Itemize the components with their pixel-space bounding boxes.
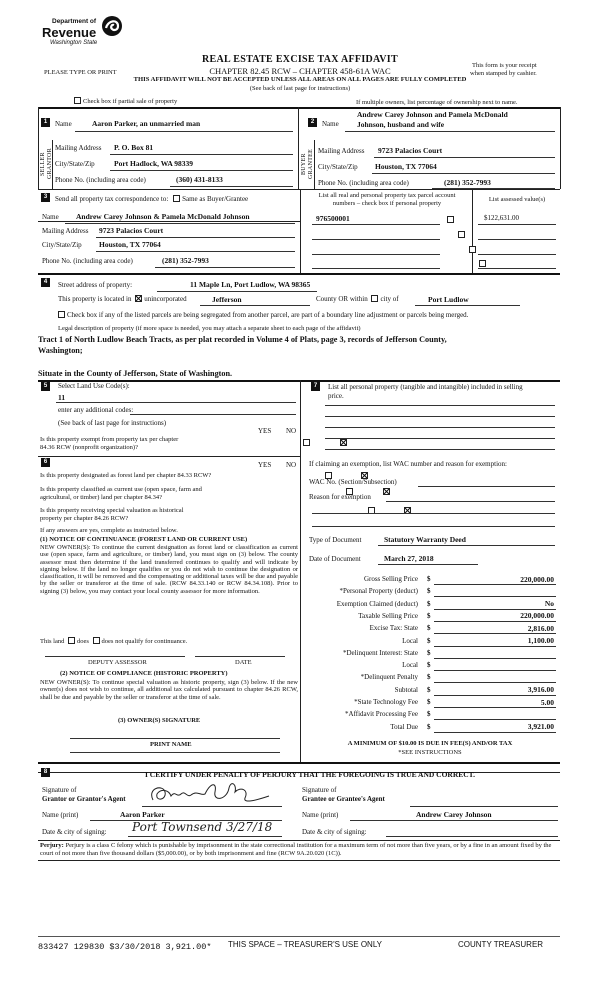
land-use-code[interactable]: 11 bbox=[58, 393, 66, 402]
tax-row-label: *Delinquent Penalty bbox=[360, 673, 418, 682]
current-use-no-checkbox[interactable] bbox=[383, 488, 390, 495]
if-yes-note: If any answers are yes, complete as instructed below. bbox=[40, 527, 178, 534]
segregated-row bbox=[58, 311, 558, 319]
tax-row-underline bbox=[434, 633, 556, 634]
receipt-note-1: This form is your receipt bbox=[472, 62, 537, 69]
form-chapter: CHAPTER 82.45 RCW – CHAPTER 458-61A WAC bbox=[209, 66, 391, 76]
receipt-note-2: when stamped by cashier. bbox=[470, 70, 537, 77]
personal-property-label-1: List all personal property (tangible and intangible) included in selling bbox=[328, 383, 523, 391]
tax-row-dollar: $ bbox=[427, 673, 431, 682]
exempt-yes-checkbox[interactable] bbox=[303, 439, 310, 446]
tax-row-underline bbox=[434, 658, 556, 659]
tax-row-underline bbox=[434, 621, 556, 622]
form-title: REAL ESTATE EXCISE TAX AFFIDAVIT bbox=[202, 54, 398, 65]
tax-row-dollar: $ bbox=[427, 575, 431, 583]
owner-signature-label: (3) OWNER(S) SIGNATURE bbox=[118, 717, 201, 724]
current-use-question-2: agricultural, or timber) land per chapter 84.34? bbox=[40, 494, 163, 501]
tax-row-label: *Affidavit Processing Fee bbox=[345, 710, 418, 719]
tax-row-label: *Personal Property (deduct) bbox=[339, 587, 418, 596]
historic-question-1: Is this property receiving special valuation as historical bbox=[40, 507, 184, 514]
unincorporated-label: unincorporated bbox=[144, 295, 187, 303]
located-in-label: This property is located in bbox=[58, 295, 132, 303]
doc-type-label: Type of Document bbox=[309, 536, 362, 544]
see-instructions: *SEE INSTRUCTIONS bbox=[398, 749, 462, 756]
seller-mailing-label: Mailing Address bbox=[55, 144, 102, 152]
parcel-number[interactable]: 976500001 bbox=[316, 214, 350, 223]
notice2-text: NEW OWNER(S): To continue special valuation as historic property, sign (3) below. If the new owner(s) does not wish to continue, all additional tax calculated pursuant to chapter 84.26 RCW, shall be due and payable by the seller or transferor at the time of sale. bbox=[40, 679, 298, 701]
seller-name[interactable]: Aaron Parker, an unmarried man bbox=[92, 119, 201, 128]
additional-codes-label: enter any additional codes: bbox=[58, 406, 134, 414]
s5-no-header: NO bbox=[286, 427, 297, 435]
certify-statement: I CERTIFY UNDER PENALTY OF PERJURY THAT THE FOREGOING IS TRUE AND CORRECT. bbox=[144, 770, 475, 779]
legal-desc-label: Legal description of property (if more space is needed, you may attach a separate sheet to each page of the affidavit) bbox=[58, 325, 361, 332]
notice1-text: NEW OWNER(S): To continue the current designation as forest land or classification as current use (open space, farm and agriculture, or timber) land, you must sign on (3) below. The county assessor must then determine if the land transferred continues to qualify and will indicate by signing below. If the land no longer qualifies or you do not wish to continue the designation or classification, it will be removed and the compensating or additional taxes will be due and payable by the seller or transferor at the time of sale. (RCW 84.33.140 or RCW 84.34.108). Prior to signing (3) below, you may contact your local county assessor for more information. bbox=[40, 544, 298, 595]
county-or-row bbox=[316, 295, 399, 303]
tax-row-value[interactable]: No bbox=[544, 599, 554, 609]
doc-date-value[interactable]: March 27, 2018 bbox=[384, 554, 434, 563]
unincorporated-checkbox[interactable] bbox=[135, 295, 142, 302]
sig-grantor-label-2: Grantor or Grantor's Agent bbox=[42, 795, 126, 803]
section-8-number: 8 bbox=[41, 768, 50, 777]
seller-phone[interactable]: (360) 431-8133 bbox=[176, 175, 223, 184]
section-5-number: 5 bbox=[41, 382, 50, 391]
exempt-question-1: Is this property exempt from property tax per chapter bbox=[40, 436, 179, 443]
tax-row-value[interactable]: 2,816.00 bbox=[527, 623, 554, 633]
tax-row-label: Subtotal bbox=[394, 685, 418, 694]
section-1-number: 1 bbox=[41, 118, 50, 127]
parcel-2-personal-checkbox[interactable] bbox=[458, 231, 465, 238]
tax-row-dollar: $ bbox=[427, 587, 431, 596]
tax-row-dollar: $ bbox=[427, 611, 431, 620]
buyer-city-label: City/State/Zip bbox=[318, 163, 358, 171]
parcel-3-personal-checkbox[interactable] bbox=[469, 246, 476, 253]
tax-row-underline bbox=[434, 719, 556, 720]
section-7-number: 7 bbox=[311, 382, 320, 391]
tax-row-label: Taxable Selling Price bbox=[358, 611, 418, 620]
section-2-number: 2 bbox=[308, 118, 317, 127]
deputy-assessor-label: DEPUTY ASSESSOR bbox=[88, 659, 147, 666]
parcel-4-personal-checkbox[interactable] bbox=[479, 260, 486, 267]
buyer-phone-label: Phone No. (including area code) bbox=[318, 179, 409, 187]
segregated-checkbox[interactable] bbox=[58, 311, 65, 318]
buyer-side-label: BUYER GRANTEE bbox=[301, 148, 315, 180]
buyer-mailing-label: Mailing Address bbox=[318, 147, 365, 155]
perjury-label: Perjury: bbox=[40, 842, 64, 849]
section-3-number: 3 bbox=[41, 193, 50, 202]
does-checkbox[interactable] bbox=[68, 637, 75, 644]
tax-row-label: Total Due bbox=[390, 722, 418, 731]
assessed-value[interactable]: $122,631.00 bbox=[484, 214, 519, 222]
corr-mailing-label: Mailing Address bbox=[42, 227, 89, 235]
parcels-header-2: numbers – check box if personal property bbox=[332, 200, 442, 207]
doc-type-value[interactable]: Statutory Warranty Deed bbox=[384, 535, 466, 544]
seller-phone-label: Phone No. (including area code) bbox=[55, 176, 146, 184]
street-address[interactable]: 11 Maple Ln, Port Ludlow, WA 98365 bbox=[190, 280, 311, 289]
partial-sale-checkbox[interactable] bbox=[74, 97, 81, 104]
logo-swirl-icon bbox=[100, 14, 124, 38]
legal-line-2[interactable]: Washington; bbox=[38, 346, 83, 355]
legal-line-3[interactable]: Situate in the County of Jefferson, State of Washington. bbox=[38, 369, 233, 378]
land-use-see-back: (See back of last page for instructions) bbox=[58, 419, 167, 427]
treasurer-use-label: THIS SPACE – TREASURER'S USE ONLY bbox=[228, 940, 383, 949]
perjury-notice bbox=[40, 842, 558, 858]
multiple-owners-note: If multiple owners, list percentage of ownership next to name. bbox=[356, 99, 518, 106]
tax-row-label: Local bbox=[402, 661, 418, 670]
exemption-label: If claiming an exemption, list WAC number and reason for exemption: bbox=[309, 460, 507, 468]
parcel-1-personal-checkbox[interactable] bbox=[447, 216, 454, 223]
tax-row-label: *Delinquent Interest: State bbox=[342, 648, 418, 657]
same-as-buyer-checkbox[interactable] bbox=[173, 195, 180, 202]
grantor-signature bbox=[145, 778, 275, 806]
doc-date-label: Date of Document bbox=[309, 555, 361, 563]
this-land-label: This land bbox=[40, 638, 65, 645]
city-name[interactable]: Port Ludlow bbox=[428, 295, 469, 304]
corr-name[interactable]: Andrew Carey Johnson & Pamela McDonald Johnson bbox=[76, 212, 250, 221]
minimum-note: A MINIMUM OF $10.00 IS DUE IN FEE(S) AND/OR TAX bbox=[347, 740, 513, 747]
tax-row-dollar: $ bbox=[427, 624, 431, 633]
exempt-question-2: 84.36 RCW (nonprofit organization)? bbox=[40, 444, 138, 451]
logo-dept-line: Department of bbox=[52, 18, 97, 25]
treasurer-stamp: 833427 129830 $3/30/2018 3,921.00* bbox=[38, 942, 212, 952]
section-4-number: 4 bbox=[41, 278, 50, 287]
tax-row-dollar: $ bbox=[427, 599, 431, 608]
grantor-date-city[interactable]: Port Townsend 3/27/18 bbox=[132, 820, 273, 834]
parcels-header-1: List all real and personal property tax parcel account bbox=[318, 192, 456, 199]
forest-question: Is this property designated as forest land per chapter 84.33 RCW? bbox=[40, 472, 212, 479]
does-not-checkbox[interactable] bbox=[93, 637, 100, 644]
historic-question-2: property per chapter 84.26 RCW? bbox=[40, 515, 129, 522]
does-label: does bbox=[77, 638, 89, 645]
tax-row-underline bbox=[434, 670, 556, 671]
tax-row-label: Gross Selling Price bbox=[363, 575, 418, 583]
corr-name-label: Name bbox=[42, 213, 59, 221]
tax-row-value[interactable]: 220,000.00 bbox=[520, 611, 554, 621]
corr-phone[interactable]: (281) 352-7993 bbox=[162, 256, 209, 265]
tax-row-value[interactable]: 3,916.00 bbox=[527, 685, 554, 695]
qualify-row bbox=[40, 637, 187, 646]
tax-row-label: *State Technology Fee bbox=[354, 698, 418, 706]
legal-line-1[interactable]: Tract 1 of North Ludlow Beach Tracts, as per plat recorded in Volume 4 of Plats, page 3, records of Jefferson County, bbox=[38, 335, 447, 344]
buyer-city[interactable]: Houston, TX 77064 bbox=[375, 162, 437, 171]
exempt-no-checkbox[interactable] bbox=[340, 439, 347, 446]
tax-row-value[interactable]: 5.00 bbox=[540, 697, 554, 707]
tax-row-underline bbox=[434, 596, 556, 597]
tax-row-dollar: $ bbox=[427, 710, 431, 719]
dor-logo bbox=[42, 14, 132, 52]
tax-row-dollar: $ bbox=[427, 636, 431, 645]
land-use-label: Select Land Use Code(s): bbox=[58, 382, 130, 390]
sig-grantee-label-2: Grantee or Grantee's Agent bbox=[302, 795, 385, 803]
located-in-row bbox=[58, 295, 187, 303]
tax-row-dollar: $ bbox=[427, 698, 431, 706]
grantee-date-label: Date & city of signing: bbox=[302, 828, 367, 836]
grantor-date-label: Date & city of signing: bbox=[42, 828, 107, 836]
perjury-text: Perjury is a class C felony which is punishable by imprisonment in the state correctional institution for a maximum term of not more than five years, or by a fine in an amount fixed by the court of not more than five thousand dollars ($5,000.00), or by both imprisonment and fine (RCW 9A.20.020 (1C)). bbox=[40, 842, 552, 857]
segregated-label: Check box if any of the listed parcels are being segregated from another parcel, are part of a boundary line adjustment or parcels being merged. bbox=[67, 311, 469, 319]
form-see-back: (See back of last page for instructions) bbox=[249, 85, 351, 92]
assessed-header: List assessed value(s) bbox=[488, 196, 546, 203]
wac-label: WAC No. (Section/Subsection) bbox=[309, 478, 397, 486]
section-6-number: 6 bbox=[41, 458, 50, 467]
buyer-phone[interactable]: (281) 352-7993 bbox=[444, 178, 491, 187]
tax-row-dollar: $ bbox=[427, 722, 431, 731]
tax-row-underline bbox=[434, 732, 556, 733]
current-use-question-1: Is this property classified as current use (open space, farm and bbox=[40, 486, 202, 493]
grantor-name[interactable]: Aaron Parker bbox=[120, 810, 165, 819]
partial-sale-check[interactable] bbox=[74, 97, 177, 106]
county-name[interactable]: Jefferson bbox=[212, 295, 242, 304]
tax-row-value[interactable]: 1,100.00 bbox=[527, 636, 554, 645]
tax-row-label: Local bbox=[402, 636, 418, 645]
city-of-label: city of bbox=[380, 295, 399, 303]
notice2-title: (2) NOTICE OF COMPLIANCE (HISTORIC PROPERTY) bbox=[60, 670, 228, 677]
county-treasurer-label: COUNTY TREASURER bbox=[458, 940, 544, 949]
seller-city-label: City/State/Zip bbox=[55, 160, 95, 168]
partial-sale-label: Check box if partial sale of property bbox=[83, 98, 178, 105]
buyer-name-line2[interactable]: Johnson, husband and wife bbox=[357, 120, 445, 129]
does-not-label: does not qualify for continuance. bbox=[101, 638, 188, 645]
reason-label: Reason for exemption bbox=[309, 493, 371, 501]
tax-row-underline bbox=[434, 609, 556, 610]
tax-row-label: Excise Tax: State bbox=[369, 624, 418, 633]
buyer-name-label: Name bbox=[322, 120, 339, 128]
county-or-label: County OR within bbox=[316, 295, 368, 303]
logo-state-line: Washington State bbox=[50, 40, 98, 46]
tax-row-value[interactable]: 220,000.00 bbox=[520, 574, 554, 584]
seller-mailing[interactable]: P. O. Box 81 bbox=[114, 143, 154, 152]
buyer-mailing[interactable]: 9723 Palacios Court bbox=[378, 146, 443, 155]
tax-row-underline bbox=[434, 584, 556, 585]
corr-phone-label: Phone No. (including area code) bbox=[42, 257, 133, 265]
sig-grantee-label-1: Signature of bbox=[302, 786, 337, 794]
correspondence-text: Send all property tax correspondence to: bbox=[55, 195, 169, 203]
logo-revenue-word: Revenue bbox=[42, 25, 97, 40]
seller-side-label: SELLER GRANTOR bbox=[40, 148, 54, 180]
sig-grantor-label-1: Signature of bbox=[42, 786, 77, 794]
tax-row-underline bbox=[434, 695, 556, 696]
tax-row-underline bbox=[434, 646, 556, 647]
tax-row-label: Exemption Claimed (deduct) bbox=[336, 599, 418, 608]
tax-row-dollar: $ bbox=[427, 648, 431, 657]
grantee-name-label: Name (print) bbox=[302, 811, 339, 819]
same-as-buyer-label: Same as Buyer/Grantee bbox=[182, 195, 249, 203]
personal-property-label-2: price. bbox=[328, 392, 344, 400]
buyer-name-line1[interactable]: Andrew Carey Johnson and Pamela McDonald bbox=[357, 110, 508, 119]
grantor-name-label: Name (print) bbox=[42, 811, 79, 819]
tax-row-dollar: $ bbox=[427, 661, 431, 670]
grantee-name[interactable]: Andrew Carey Johnson bbox=[416, 810, 492, 819]
city-of-checkbox[interactable] bbox=[371, 295, 378, 302]
seller-city[interactable]: Port Hadlock, WA 98339 bbox=[114, 159, 194, 168]
print-name-label: PRINT NAME bbox=[150, 741, 192, 748]
tax-row-dollar: $ bbox=[427, 685, 431, 694]
s6-no-header: NO bbox=[286, 461, 297, 469]
tax-row-underline bbox=[434, 682, 556, 683]
corr-city[interactable]: Houston, TX 77064 bbox=[99, 240, 161, 249]
assessor-date-label: DATE bbox=[235, 659, 252, 666]
s5-yes-header: YES bbox=[258, 427, 272, 435]
tax-row-value[interactable]: 3,921.00 bbox=[527, 722, 554, 732]
corr-mailing[interactable]: 9723 Palacios Court bbox=[99, 226, 164, 235]
form-warning: THIS AFFIDAVIT WILL NOT BE ACCEPTED UNLESS ALL AREAS ON ALL PAGES ARE FULLY COMPLETED bbox=[133, 76, 467, 83]
corr-city-label: City/State/Zip bbox=[42, 241, 82, 249]
street-label: Street address of property: bbox=[58, 281, 133, 289]
correspondence-label bbox=[55, 195, 248, 203]
notice1-title: (1) NOTICE OF CONTINUANCE (FOREST LAND OR CURRENT USE) bbox=[40, 536, 248, 543]
tax-row-underline bbox=[434, 707, 556, 708]
seller-name-label: Name bbox=[55, 120, 72, 128]
s6-yes-header: YES bbox=[258, 461, 272, 469]
please-type: PLEASE TYPE OR PRINT bbox=[44, 69, 117, 76]
